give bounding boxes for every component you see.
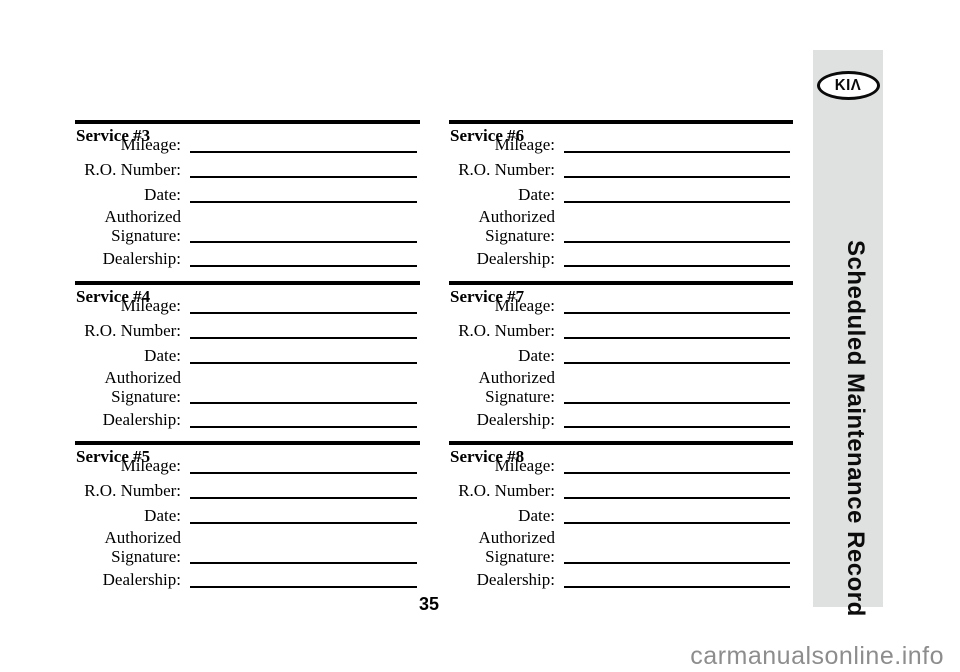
ro-number-row (75, 476, 420, 501)
mileage-label: Mileage: (494, 456, 555, 475)
dealership-row (75, 245, 420, 269)
signature-row (75, 205, 420, 245)
signature-blank-line (190, 241, 417, 243)
ro-number-label: R.O. Number: (84, 160, 181, 179)
signature-blank-line (190, 562, 417, 564)
ro-number-blank-line (190, 497, 417, 499)
date-row (75, 501, 420, 526)
chapter-title-vertical: Scheduled Maintenance Record (842, 240, 869, 617)
authorized-label-line: Authorized (478, 367, 555, 387)
date-blank-line (564, 522, 790, 524)
dealership-blank-line (564, 586, 790, 588)
dealership-row (449, 406, 793, 430)
date-blank-line (190, 362, 417, 364)
service-title: Service #7 (450, 286, 525, 306)
ro-number-label: R.O. Number: (84, 481, 181, 500)
mileage-blank-line (190, 472, 417, 474)
dealership-blank-line (190, 586, 417, 588)
signature-blank-line (564, 402, 790, 404)
signature-label-line: Signature: (111, 386, 181, 406)
kia-logo-text: KIΛ (834, 76, 862, 95)
date-label: Date: (144, 185, 181, 204)
authorized-signature-label (449, 207, 555, 245)
authorized-label-line: Authorized (478, 207, 555, 226)
date-row (449, 341, 793, 366)
signature-row (449, 366, 793, 406)
date-label: Date: (518, 506, 555, 525)
mileage-label: Mileage: (494, 295, 555, 315)
watermark-text: carmanualsonline.info (690, 642, 944, 670)
signature-row (449, 205, 793, 245)
ro-number-label: R.O. Number: (458, 320, 555, 340)
signature-blank-line (564, 241, 790, 243)
chapter-tab-sidebar (813, 50, 883, 617)
signature-blank-line (564, 562, 790, 564)
authorized-label-line: Authorized (104, 367, 181, 387)
signature-blank-line (190, 402, 417, 404)
mileage-label: Mileage: (120, 295, 181, 315)
dealership-label: Dealership: (102, 570, 181, 589)
dealership-row (75, 566, 420, 590)
mileage-blank-line (190, 151, 417, 153)
service-block-4 (75, 281, 420, 442)
ro-number-blank-line (190, 176, 417, 178)
service-block-3 (75, 120, 420, 281)
service-title: Service #8 (450, 447, 525, 466)
service-title: Service #5 (76, 447, 151, 466)
service-block-6 (449, 120, 793, 281)
service-title: Service #4 (76, 286, 151, 306)
page-number: 35 (419, 594, 440, 614)
ro-number-blank-line (564, 497, 790, 499)
ro-number-label: R.O. Number: (458, 481, 555, 500)
dealership-blank-line (190, 426, 417, 428)
date-label: Date: (518, 185, 555, 204)
mileage-blank-line (190, 312, 417, 314)
authorized-signature-label (75, 368, 181, 406)
ro-number-blank-line (564, 176, 790, 178)
authorized-signature-label (449, 368, 555, 406)
dealership-blank-line (564, 426, 790, 428)
signature-label-line: Signature: (485, 547, 555, 566)
service-column-left (75, 120, 420, 602)
date-label: Date: (144, 345, 181, 365)
date-row (449, 501, 793, 526)
dealership-row (449, 566, 793, 590)
signature-row (449, 526, 793, 566)
dealership-blank-line (564, 265, 790, 267)
ro-number-row (449, 316, 793, 341)
date-blank-line (564, 362, 790, 364)
date-blank-line (190, 522, 417, 524)
signature-label-line: Signature: (111, 547, 181, 566)
service-block-5 (75, 441, 420, 602)
ro-number-blank-line (564, 337, 790, 339)
authorized-label-line: Authorized (104, 528, 181, 547)
signature-label-line: Signature: (111, 226, 181, 245)
mileage-label: Mileage: (120, 456, 181, 475)
ro-number-row (75, 316, 420, 341)
dealership-row (449, 245, 793, 269)
mileage-blank-line (564, 151, 790, 153)
service-block-7 (449, 281, 793, 442)
kia-logo (817, 71, 880, 100)
dealership-label: Dealership: (476, 570, 555, 589)
mileage-blank-line (564, 472, 790, 474)
authorized-signature-label (75, 207, 181, 245)
ro-number-label: R.O. Number: (458, 160, 555, 179)
authorized-label-line: Authorized (478, 528, 555, 547)
authorized-signature-label (75, 528, 181, 566)
signature-label-line: Signature: (485, 386, 555, 406)
date-blank-line (190, 201, 417, 203)
mileage-blank-line (564, 312, 790, 314)
ro-number-row (75, 155, 420, 180)
authorized-label-line: Authorized (104, 207, 181, 226)
date-label: Date: (518, 345, 555, 365)
signature-row (75, 526, 420, 566)
date-row (75, 341, 420, 366)
dealership-blank-line (190, 265, 417, 267)
date-blank-line (564, 201, 790, 203)
service-title: Service #6 (450, 126, 525, 145)
service-block-8 (449, 441, 793, 602)
signature-label-line: Signature: (485, 226, 555, 245)
dealership-label: Dealership: (102, 249, 181, 268)
date-label: Date: (144, 506, 181, 525)
ro-number-label: R.O. Number: (84, 320, 181, 340)
signature-row (75, 366, 420, 406)
dealership-label: Dealership: (102, 409, 181, 429)
dealership-label: Dealership: (476, 409, 555, 429)
service-title: Service #3 (76, 126, 151, 145)
mileage-label: Mileage: (120, 135, 181, 154)
dealership-row (75, 406, 420, 430)
ro-number-row (449, 476, 793, 501)
date-row (449, 180, 793, 205)
ro-number-row (449, 155, 793, 180)
dealership-label: Dealership: (476, 249, 555, 268)
service-column-right (449, 120, 793, 602)
ro-number-blank-line (190, 337, 417, 339)
mileage-label: Mileage: (494, 135, 555, 154)
date-row (75, 180, 420, 205)
authorized-signature-label (449, 528, 555, 566)
